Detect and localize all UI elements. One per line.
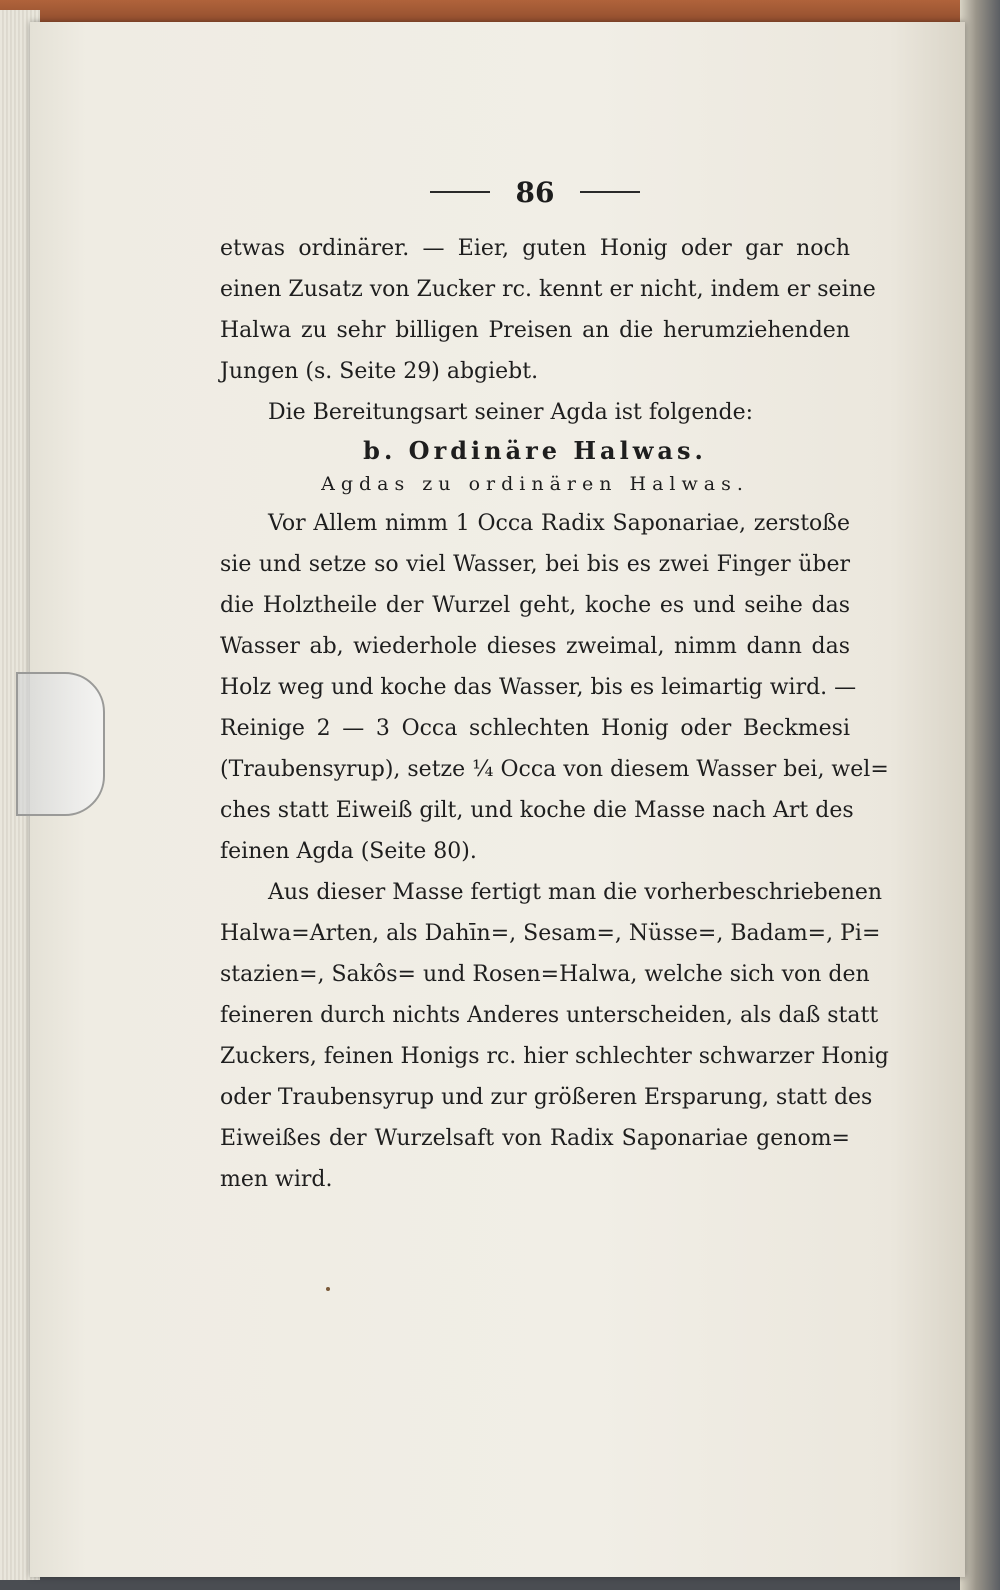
text-line: Vor Allem nimm 1 Occa Radix Saponariae, zerstoße <box>268 511 850 536</box>
header-rule-left <box>430 191 490 193</box>
text-line: oder Traubensyrup und zur größeren Ersparung, statt des <box>220 1085 873 1110</box>
text-line: (Traubensyrup), setze ¼ Occa von diesem Wasser bei, wel= <box>220 757 889 782</box>
text-line: einen Zusatz von Zucker rc. kennt er nicht, indem er seine <box>220 277 876 302</box>
section-heading: b. Ordinäre Halwas. <box>363 436 707 465</box>
page-number: 86 <box>515 175 555 209</box>
text-line: Jungen (s. Seite 29) abgiebt. <box>220 359 539 384</box>
text-line: sie und setze so viel Wasser, bei bis es zwei Finger über <box>220 552 850 577</box>
text-line: Aus dieser Masse fertigt man die vorherbeschriebenen <box>268 880 883 905</box>
paper-speck <box>326 1287 330 1291</box>
page-text <box>220 228 889 1200</box>
text-line: feineren durch nichts Anderes unterscheiden, als daß statt <box>220 1003 879 1028</box>
text-line: die Holztheile der Wurzel geht, koche es und seihe das <box>220 593 850 618</box>
text-line: Wasser ab, wiederhole dieses zweimal, nimm dann das <box>220 634 850 659</box>
text-line: men wird. <box>220 1167 333 1192</box>
text-line: ches statt Eiweiß gilt, und koche die Masse nach Art des <box>220 798 854 823</box>
text-line: Halwa=Arten, als Dahīn=, Sesam=, Nüsse=, Badam=, Pi= <box>220 921 881 946</box>
text-line: Holz weg und koche das Wasser, bis es leimartig wird. — <box>220 675 857 700</box>
text-line: Zuckers, feinen Honigs rc. hier schlechter schwarzer Honig <box>220 1044 889 1069</box>
text-line: Eiweißes der Wurzelsaft von Radix Saponariae genom= <box>220 1126 850 1151</box>
text-line: Die Bereitungsart seiner Agda ist folgende: <box>268 400 754 425</box>
text-line: feinen Agda (Seite 80). <box>220 839 477 864</box>
section-subheading: Agdas zu ordinären Halwas. <box>321 473 749 495</box>
page-header <box>430 172 640 212</box>
book-binding <box>960 0 1000 1590</box>
text-line: Reinige 2 — 3 Occa schlechten Honig oder Beckmesi <box>220 716 850 741</box>
header-rule-right <box>580 191 640 193</box>
page-clip <box>16 672 105 816</box>
text-line: stazien=, Sakôs= und Rosen=Halwa, welche sich von den <box>220 962 870 987</box>
text-line: Halwa zu sehr billigen Preisen an die herumziehenden <box>220 318 850 343</box>
text-line: etwas ordinärer. — Eier, guten Honig oder gar noch <box>220 236 850 261</box>
